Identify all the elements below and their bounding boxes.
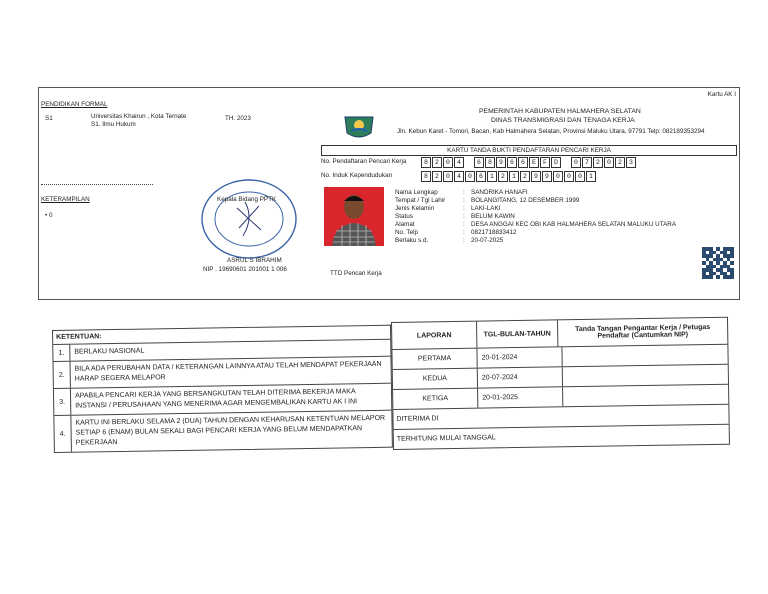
field-row: Nama Lengkap : SANDRIKA HANAFI — [395, 189, 528, 196]
nik-boxes — [421, 171, 596, 182]
field-row: Berlaku s.d. : 20-07-2025 — [395, 237, 504, 244]
nik-digit: 9 — [542, 171, 552, 182]
field-value: 20-07-2025 — [471, 237, 504, 244]
report-date: 20-01-2025 — [478, 387, 563, 407]
effective-date-label: TERHITUNG MULAI TANGGAL — [396, 434, 496, 443]
provisions-heading: KETENTUAN: — [53, 326, 390, 345]
reg-digit: E — [529, 157, 539, 168]
report-header-date: TGL-BULAN-TAHUN — [477, 320, 558, 347]
reg-digit: 0 — [443, 157, 453, 168]
field-label: Alamat — [395, 221, 415, 228]
card-title: KARTU TANDA BUKTI PENDAFTARAN PENCARI KERJA — [321, 145, 737, 156]
official-stamp — [199, 178, 299, 260]
nik-label: No. Induk Kependudukan — [321, 172, 393, 179]
skills-heading: KETERAMPILAN — [41, 196, 90, 203]
education-level: S1 — [45, 115, 53, 122]
reg-digit: 6 — [518, 157, 528, 168]
education-major: S1. Ilmu Hukum — [91, 121, 136, 128]
field-label: Nama Lengkap — [395, 189, 438, 196]
report-signature-cell — [563, 385, 728, 407]
nik-digit: 0 — [443, 171, 453, 182]
report-table — [391, 317, 730, 450]
reg-digit: 0 — [604, 157, 614, 168]
report-label: KETIGA — [393, 389, 478, 409]
report-signature-cell — [563, 365, 728, 387]
provision-row — [54, 411, 392, 452]
nik-digit: 0 — [465, 171, 475, 182]
skills-item: • 0 — [45, 212, 53, 219]
accepted-at-label: DITERIMA DI — [396, 415, 439, 423]
report-header-laporan: LAPORAN — [392, 322, 477, 349]
reg-digit: 6 — [474, 157, 484, 168]
field-row: Status : BELUM KAWIN — [395, 213, 515, 220]
provision-number: 1. — [53, 345, 70, 361]
signer-nip: NIP . 19690601 201001 1 006 — [203, 266, 287, 273]
reg-number-boxes — [421, 157, 636, 168]
nik-digit: 0 — [564, 171, 574, 182]
provision-text: BERLAKU NASIONAL — [74, 347, 145, 356]
person-details — [395, 189, 676, 245]
nik-digit: 1 — [586, 171, 596, 182]
address-line: Jln. Kebun Karet - Tomori, Bacan, Kab Halmahera Selatan, Provinsi Maluku Utara, 97791 Telp: 082189353294 — [397, 128, 705, 135]
report-label: KEDUA — [393, 369, 478, 389]
field-value: BELUM KAWIN — [471, 213, 515, 220]
report-date: 20-07-2024 — [478, 367, 563, 387]
field-label: Tempat / Tgl Lahir — [395, 197, 446, 204]
nik-digit: 6 — [476, 171, 486, 182]
report-label: PERTAMA — [392, 349, 477, 369]
applicant-photo — [324, 187, 384, 246]
report-header-signature: Tanda Tangan Pengantar Kerja / Petugas Pendaftar (Cantumkan NIP) — [575, 323, 711, 340]
field-value: SANDRIKA HANAFI — [471, 189, 528, 196]
reg-digit: 9 — [496, 157, 506, 168]
provision-number: 2. — [54, 362, 71, 388]
reg-digit: 2 — [615, 157, 625, 168]
nik-digit: 1 — [487, 171, 497, 182]
education-institution: Universitas Khairun , Kota Ternate — [91, 113, 187, 120]
nik-digit: 9 — [531, 171, 541, 182]
field-row: No. Telp : 0821718833412 — [395, 229, 517, 236]
reg-digit: D — [551, 157, 561, 168]
reg-digit: 8 — [421, 157, 431, 168]
reg-digit: 4 — [454, 157, 464, 168]
reg-digit: 7 — [582, 157, 592, 168]
field-row: Tempat / Tgl Lahir : BOLANGITANG, 12 DESEMBER 1999 — [395, 197, 580, 204]
nik-digit: 4 — [454, 171, 464, 182]
provisions-table — [52, 325, 393, 453]
nik-digit: 2 — [432, 171, 442, 182]
provision-number: 3. — [54, 389, 71, 415]
reg-digit: 0 — [571, 157, 581, 168]
card-corner-label: Kartu AK I — [707, 91, 736, 98]
stamp-seal-icon — [199, 178, 299, 260]
job-seeker-card — [38, 87, 740, 300]
nik-digit: 0 — [575, 171, 585, 182]
reg-digit: F — [540, 157, 550, 168]
nik-digit: 0 — [553, 171, 563, 182]
regency-logo — [341, 113, 377, 141]
nik-digit: 1 — [509, 171, 519, 182]
skills-item-value: 0 — [48, 212, 53, 219]
field-row: Alamat : DESA ANGGAI KEC OBI KAB HALMAHERA SELATAN MALUKU UTARA — [395, 221, 677, 228]
divider — [41, 184, 153, 185]
field-label: Status — [395, 213, 413, 220]
field-value: BOLANGITANG, 12 DESEMBER 1999 — [471, 197, 580, 204]
provision-text: APABILA PENCARI KERJA YANG BERSANGKUTAN TELAH DITERIMA BEKERJA MAKA INSTANSI / PERUSAHAAN YANG MENERIMA AGAR MENGEMBALIKAN KARTU AK I INI — [74, 388, 358, 410]
qr-code-icon — [702, 247, 734, 279]
field-row: Jenis Kelamin : LAKI-LAKI — [395, 205, 501, 212]
reg-digit: 8 — [485, 157, 495, 168]
field-value: LAKI-LAKI — [471, 205, 501, 212]
person-photo-icon — [324, 187, 384, 246]
agency-line: DINAS TRANSMIGRASI DAN TENAGA KERJA — [491, 117, 635, 124]
education-heading: PENDIDIKAN FORMAL — [41, 101, 108, 108]
education-year: TH. 2023 — [225, 115, 251, 122]
field-label: Berlaku s.d. — [395, 237, 429, 244]
reg-digit: 6 — [507, 157, 517, 168]
reg-label: No. Pendaftaran Pencari Kerja — [321, 158, 407, 165]
reg-digit: 3 — [626, 157, 636, 168]
nik-digit: 2 — [498, 171, 508, 182]
provision-text: BILA ADA PERUBAHAN DATA / KETERANGAN LAINNYA ATAU TELAH MENDAPAT PEKERJAAN HARAP SEGERA MELAPOR — [74, 360, 382, 383]
nik-digit: 8 — [421, 171, 431, 182]
field-label: Jenis Kelamin — [395, 205, 435, 212]
report-signature-cell — [562, 345, 727, 367]
report-date: 20-01-2024 — [477, 347, 562, 367]
ttd-label: TTD Pencari Kerja — [330, 270, 382, 277]
reg-digit: 2 — [593, 157, 603, 168]
field-value: 0821718833412 — [471, 229, 517, 236]
signer-name: ASRUL S IBRAHIM — [227, 257, 282, 264]
provision-text: KARTU INI BERLAKU SELAMA 2 (DUA) TAHUN DENGAN KEHARUSAN KETENTUAN MELAPOR SETIAP 6 (ENAM) BULAN SEKALI BAGI PENCARI KERJA YANG BELUM MENDAPATKAN PEKERJAAN — [75, 414, 386, 447]
stamp-title: Kepala Bidang PPTK — [217, 196, 277, 203]
provision-number: 4. — [54, 416, 72, 452]
gov-line: PEMERINTAH KABUPATEN HALMAHERA SELATAN — [479, 108, 641, 115]
effective-date-row — [394, 425, 729, 449]
regency-emblem-icon — [341, 113, 377, 141]
nik-digit: 2 — [520, 171, 530, 182]
reg-digit: 2 — [432, 157, 442, 168]
field-value: DESA ANGGAI KEC OBI KAB HALMAHERA SELATAN MALUKU UTARA — [471, 221, 677, 228]
field-label: No. Telp — [395, 229, 418, 236]
